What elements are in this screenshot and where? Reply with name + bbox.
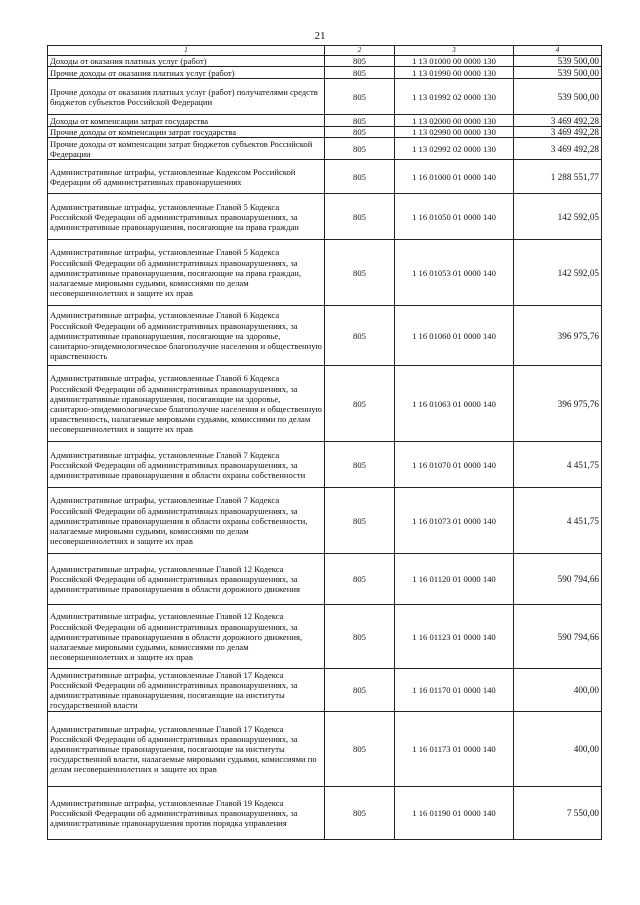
row-amount: 539 500,00 (514, 56, 602, 67)
row-admin-code: 805 (325, 712, 395, 787)
row-admin-code: 805 (325, 240, 395, 306)
row-amount: 142 592,05 (514, 240, 602, 306)
row-amount: 1 288 551,77 (514, 160, 602, 194)
table-row (48, 306, 602, 366)
table-row (48, 56, 602, 67)
row-budget-code: 1 16 01053 01 0000 140 (395, 240, 514, 306)
row-amount: 142 592,05 (514, 194, 602, 240)
row-amount: 539 500,00 (514, 67, 602, 79)
row-admin-code: 805 (325, 79, 395, 115)
row-admin-code: 805 (325, 787, 395, 840)
row-admin-code: 805 (325, 138, 395, 160)
row-budget-code: 1 16 01050 01 0000 140 (395, 194, 514, 240)
row-budget-code: 1 16 01120 01 0000 140 (395, 554, 514, 605)
row-name: Административные штрафы, установленные Главой 5 Кодекса Российской Федерации об административных правонарушениях, за административные правонарушения, посягающие на права граждан, налагаемые мировыми судьями, комиссиями по делам несовершеннолетних и защите их прав (48, 240, 325, 306)
table-row (48, 240, 602, 306)
row-amount: 400,00 (514, 712, 602, 787)
row-name: Прочие доходы от оказания платных услуг (работ) (48, 67, 325, 79)
row-amount: 3 469 492,28 (514, 138, 602, 160)
row-amount: 4 451,75 (514, 442, 602, 488)
row-admin-code: 805 (325, 554, 395, 605)
row-name: Доходы от оказания платных услуг (работ) (48, 56, 325, 67)
column-number-3: 3 (395, 46, 514, 56)
row-name: Административные штрафы, установленные Кодексом Российской Федерации об административных правонарушениях (48, 160, 325, 194)
row-name: Прочие доходы от компенсации затрат бюджетов субъектов Российской Федерации (48, 138, 325, 160)
row-budget-code: 1 16 01073 01 0000 140 (395, 488, 514, 554)
row-name: Административные штрафы, установленные Главой 12 Кодекса Российской Федерации об административных правонарушениях, за административные правонарушения в области дорожного движения (48, 554, 325, 605)
row-admin-code: 805 (325, 442, 395, 488)
row-name: Административные штрафы, установленные Главой 6 Кодекса Российской Федерации об административных правонарушениях, за административные правонарушения, посягающие на здоровье, санитарно-эпидемиологическое благополучие населения и общественную нравственность (48, 306, 325, 366)
row-admin-code: 805 (325, 56, 395, 67)
row-admin-code: 805 (325, 160, 395, 194)
table-row (48, 160, 602, 194)
row-admin-code: 805 (325, 127, 395, 138)
row-budget-code: 1 16 01190 01 0000 140 (395, 787, 514, 840)
row-amount: 400,00 (514, 669, 602, 712)
row-budget-code: 1 16 01070 01 0000 140 (395, 442, 514, 488)
row-budget-code: 1 16 01000 01 0000 140 (395, 160, 514, 194)
row-budget-code: 1 13 02990 00 0000 130 (395, 127, 514, 138)
table-row (48, 366, 602, 442)
row-budget-code: 1 16 01170 01 0000 140 (395, 669, 514, 712)
row-amount: 3 469 492,28 (514, 115, 602, 127)
row-amount: 396 975,76 (514, 366, 602, 442)
row-budget-code: 1 13 02992 02 0000 130 (395, 138, 514, 160)
table-row (48, 488, 602, 554)
row-budget-code: 1 16 01060 01 0000 140 (395, 306, 514, 366)
row-admin-code: 805 (325, 605, 395, 669)
row-name: Административные штрафы, установленные Главой 17 Кодекса Российской Федерации об административных правонарушениях, за административные правонарушения, посягающие на институты государственной власти (48, 669, 325, 712)
row-budget-code: 1 16 01173 01 0000 140 (395, 712, 514, 787)
revenue-table (47, 45, 602, 840)
row-name: Административные штрафы, установленные Главой 5 Кодекса Российской Федерации об административных правонарушениях, за административные правонарушения, посягающие на права граждан (48, 194, 325, 240)
table-row (48, 79, 602, 115)
row-amount: 590 794,66 (514, 605, 602, 669)
row-admin-code: 805 (325, 194, 395, 240)
row-amount: 4 451,75 (514, 488, 602, 554)
page-number: 21 (314, 30, 326, 42)
table-row (48, 194, 602, 240)
row-amount: 590 794,66 (514, 554, 602, 605)
table-row (48, 605, 602, 669)
table-row (48, 712, 602, 787)
table-row (48, 115, 602, 127)
row-amount: 539 500,00 (514, 79, 602, 115)
row-admin-code: 805 (325, 366, 395, 442)
row-budget-code: 1 13 01000 00 0000 130 (395, 56, 514, 67)
row-budget-code: 1 13 01992 02 0000 130 (395, 79, 514, 115)
column-number-1: 1 (48, 46, 325, 56)
row-name: Административные штрафы, установленные Главой 6 Кодекса Российской Федерации об административных правонарушениях, за административные правонарушения, посягающие на здоровье, санитарно-эпидемиологическое благополучие населения и общественную нравственность, налагаемые мировыми судьями, комиссиями по делам несовершеннолетних и защите их прав (48, 366, 325, 442)
table-row (48, 442, 602, 488)
table-row (48, 787, 602, 840)
row-name: Доходы от компенсации затрат государства (48, 115, 325, 127)
row-admin-code: 805 (325, 669, 395, 712)
row-budget-code: 1 16 01063 01 0000 140 (395, 366, 514, 442)
row-amount: 3 469 492,28 (514, 127, 602, 138)
row-admin-code: 805 (325, 488, 395, 554)
row-budget-code: 1 13 01990 00 0000 130 (395, 67, 514, 79)
row-name: Административные штрафы, установленные Главой 7 Кодекса Российской Федерации об административных правонарушениях, за административные правонарушения в области охраны собственности, налагаемые мировыми судьями, комиссиями по делам несовершеннолетних и защите их прав (48, 488, 325, 554)
column-number-4: 4 (514, 46, 602, 56)
row-admin-code: 805 (325, 306, 395, 366)
row-admin-code: 805 (325, 67, 395, 79)
table-row (48, 669, 602, 712)
column-number-row (48, 46, 602, 56)
row-name: Административные штрафы, установленные Главой 17 Кодекса Российской Федерации об административных правонарушениях, за административные правонарушения, посягающие на институты государственной власти, налагаемые мировыми судьями, комиссиями по делам несовершеннолетних и защите их прав (48, 712, 325, 787)
table-row (48, 127, 602, 138)
table-body (48, 56, 602, 840)
row-name: Прочие доходы от оказания платных услуг (работ) получателями средств бюджетов субъектов Российской Федерации (48, 79, 325, 115)
table-row (48, 67, 602, 79)
row-admin-code: 805 (325, 115, 395, 127)
table-row (48, 554, 602, 605)
row-name: Административные штрафы, установленные Главой 7 Кодекса Российской Федерации об административных правонарушениях, за административные правонарушения в области охраны собственности (48, 442, 325, 488)
table-row (48, 138, 602, 160)
row-name: Административные штрафы, установленные Главой 19 Кодекса Российской Федерации об административных правонарушениях, за административные правонарушения против порядка управления (48, 787, 325, 840)
row-budget-code: 1 16 01123 01 0000 140 (395, 605, 514, 669)
row-budget-code: 1 13 02000 00 0000 130 (395, 115, 514, 127)
column-number-2: 2 (325, 46, 395, 56)
row-amount: 7 550,00 (514, 787, 602, 840)
row-amount: 396 975,76 (514, 306, 602, 366)
row-name: Прочие доходы от компенсации затрат государства (48, 127, 325, 138)
row-name: Административные штрафы, установленные Главой 12 Кодекса Российской Федерации об административных правонарушениях, за административные правонарушения в области дорожного движения, налагаемые мировыми судьями, комиссиями по делам несовершеннолетних и защите их прав (48, 605, 325, 669)
